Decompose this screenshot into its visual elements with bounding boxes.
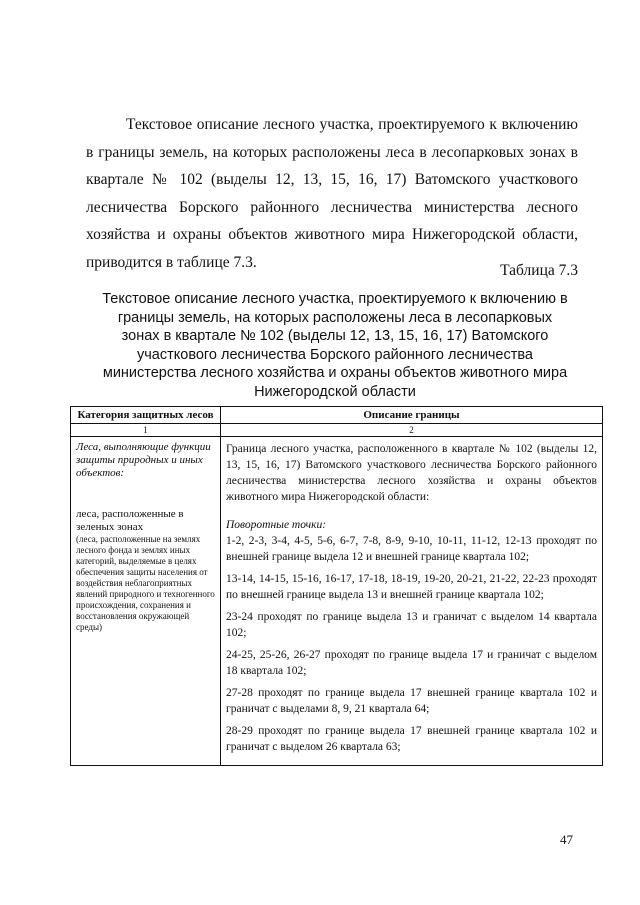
header-category: Категория защитных лесов [71, 407, 221, 424]
boundary-description: Граница лесного участка, расположенного в квартале № 102 (выделы 12, 13, 15, 16, 17) Ватомского участкового лесничества Борского районного лесничества министерства лесного хозяйства и охраны объектов животного мира Нижегородской области: [226, 443, 597, 503]
green-zone-text: леса, расположенные в зеленых зонах [76, 508, 184, 533]
segment-text: 13-14, 14-15, 15-16, 16-17, 17-18, 18-19, 19-20, 20-21, 21-22, 22-23 проходят по внешней границе выдела 13 и внешней границе квартала 102; [226, 573, 597, 601]
segment-text: 24-25, 25-26, 26-27 проходят по границе выдела 17 и граничат с выделом 18 квартала 102; [226, 649, 597, 677]
segment-text: 27-28 проходят по границе выдела 17 внешней границе квартала 102 и граничат с выделами 8, 9, 21 квартала 64; [226, 687, 597, 715]
intro-paragraph: Текстовое описание лесного участка, проектируемого к включению в границы земель, на которых расположены леса в лесопарковых зонах в квартале № 102 (выделы 12, 13, 15, 16, 17) Ватомского участкового лесничества Борского районного лесничества министерства лесного хозяйства и охраны объектов животного мира Нижегородской области, приводится в таблице 7.3. [86, 116, 578, 271]
column-number-row [71, 424, 603, 437]
segment-text: 23-24 проходят по границе выдела 13 и граничат с выделом 14 квартала 102; [226, 611, 597, 639]
boundary-table [70, 406, 603, 766]
green-zone-note: (леса, расположенные на землях лесного фонда и землях иных категорий, выделяемые в целях обеспечения защиты населения от воздействия неблагоприятных явлений природного и техногенного происхождения, сохранения и восстановления окружающей среды) [76, 534, 215, 632]
protection-function-text: Леса, выполняющие функции защиты природных и иных объектов: [76, 441, 211, 479]
segment-text: 28-29 проходят по границе выдела 17 внешней границе квартала 102 и граничат с выделом 26 квартала 63; [226, 725, 597, 753]
header-description: Описание границы [221, 407, 603, 424]
segment-text: 1-2, 2-3, 3-4, 4-5, 5-6, 6-7, 7-8, 8-9, 9-10, 10-11, 11-12, 12-13 проходят по внешней границе выдела 12 и внешней границе квартала 102; [226, 535, 597, 563]
table-row [71, 437, 603, 766]
turning-points-heading: Поворотные точки: [226, 519, 327, 531]
description-cell [221, 437, 603, 766]
table-label: Таблица 7.3 [500, 262, 578, 279]
column-number-2: 2 [221, 424, 603, 437]
column-number-1: 1 [71, 424, 221, 437]
category-cell [71, 437, 221, 766]
page-number: 47 [560, 832, 573, 847]
table-caption: Текстовое описание лесного участка, проектируемого к включению в границы земель, на которых расположены леса в лесопарковых зонах в квартале № 102 (выделы 12, 13, 15, 16, 17) Ватомского участкового лесничества Борского районного лесничества министерства лесного хозяйства и охраны объектов животного мира Нижегородской области [102, 291, 568, 400]
table-header-row [71, 407, 603, 424]
